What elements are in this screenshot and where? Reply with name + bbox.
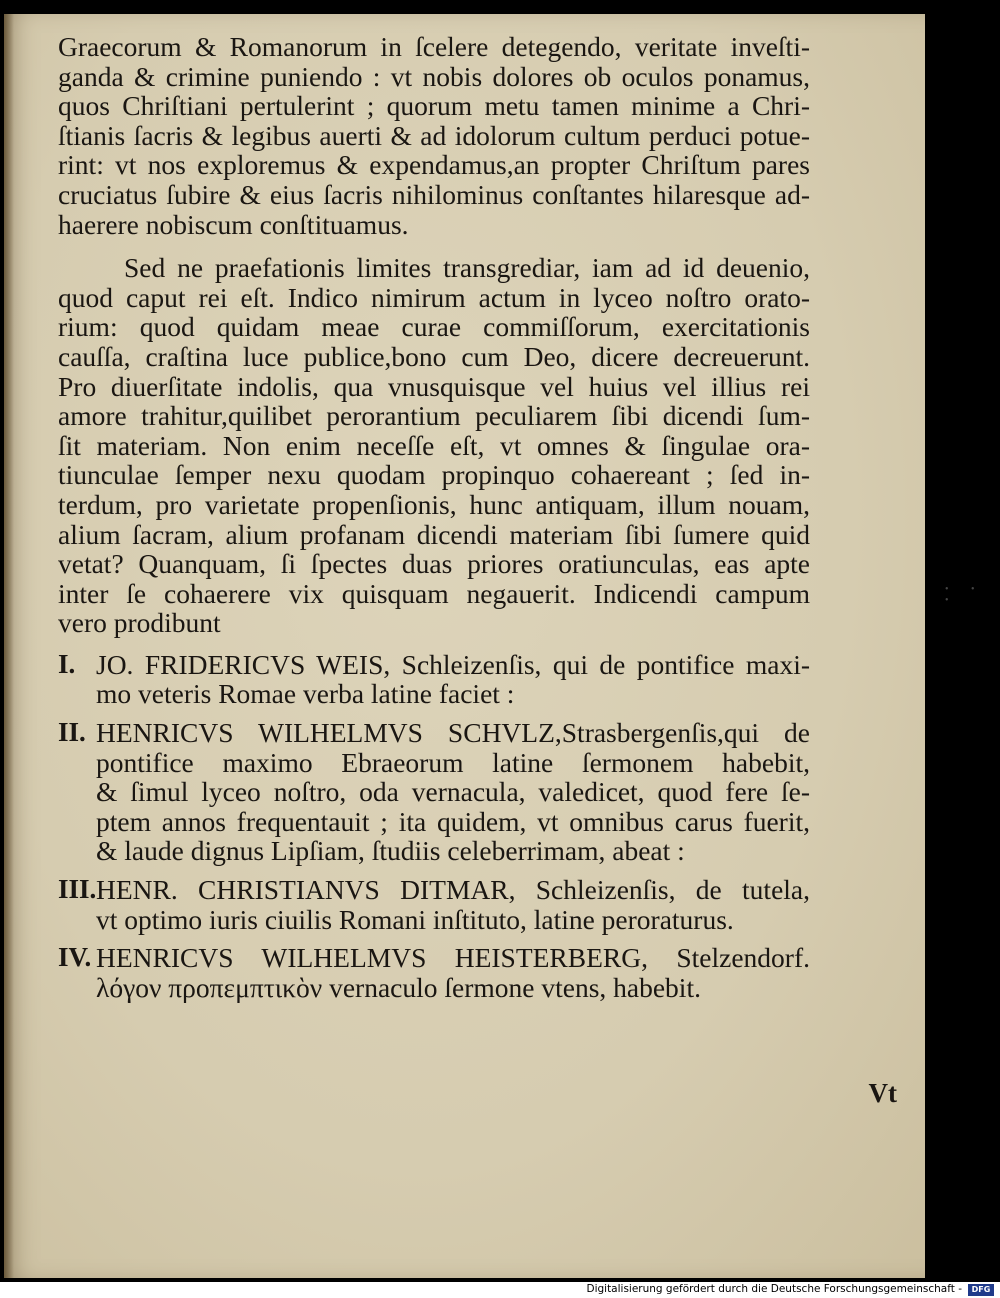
book-page [4,14,925,1278]
speaker-entry-1 [58,650,810,709]
speaker-entry-4 [58,943,810,1002]
speaker-text [96,650,810,709]
text-line: rint: vt nos exploremus & expendamus,an propter Chriſtum pares [58,149,810,181]
text-line: Pro diuerſitate indolis, qua vnusquisque vel huius vel illius rei [58,370,810,402]
speaker-entry-2 [58,718,810,866]
text-line: amore trahitur,quilibet perorantium peculiarem ſibi dicendi ſum- [58,400,810,432]
paragraph-2 [58,253,810,638]
text-line: rium: quod quidam meae curae commiſſorum, exercitationis [58,311,810,343]
text-line: vero prodibunt [58,607,221,639]
speaker-text [96,875,810,934]
digitization-footer [0,1282,1000,1298]
text-line: λόγον προπεμπτικὸν vernaculo ſermone vtens, habebit. [96,971,701,1003]
text-line: haerere nobiscum conſtituamus. [58,208,409,240]
text-line: vetat? Quanquam, ſi ſpectes duas priores oratiunculas, eas apte [58,548,810,580]
text-line: & ſimul lyceo noſtro, oda vernacula, valedicet, quod fere ſe- [96,776,810,808]
text-line: inter ſe cohaerere vix quisquam negauerit. Indicendi campum [58,577,810,609]
speaker-numeral: II. [58,717,86,748]
speaker-numeral: IV. [58,942,92,973]
text-line: ganda & crimine puniendo : vt nobis dolores ob oculos ponamus, [58,60,810,92]
text-line: HENR. CHRISTIANVS DITMAR, Schleizenſis, de tutela, [96,874,810,906]
text-line: ſtianis ſacris & legibus auerti & ad idolorum cultum perduci potue- [58,119,810,151]
text-line: HENRICVS WILHELMVS HEISTERBERG, Stelzendorf. [96,942,810,974]
text-line: pontifice maximo Ebraeorum latine ſermonem habebit, [96,746,810,778]
text-line: cauſſa, craſtina luce publice,bono cum Deo, dicere decreuerunt. [58,340,810,372]
speaker-numeral: I. [58,648,76,679]
text-line: ptem annos frequentauit ; ita quidem, vt omnibus carus fuerit, [96,805,810,837]
text-line: vt optimo iuris ciuilis Romani inſtituto, latine peroraturus. [96,903,734,935]
text-line: Graecorum & Romanorum in ſcelere detegendo, veritate inveſti- [58,31,810,62]
text-line: ſit materiam. Non enim neceſſe eſt, vt omnes & ſingulae ora- [58,429,810,461]
speaker-entry-3 [58,875,810,934]
text-line: quos Chriſtiani pertulerint ; quorum metu tamen minime a Chri- [58,90,810,122]
speaker-text [96,718,810,866]
text-line: quod caput rei eſt. Indico nimirum actum in lyceo noſtro orato- [58,281,810,313]
text-line: JO. FRIDERICVS WEIS, Schleizenſis, qui de pontifice maxi- [96,648,810,680]
text-line: mo veteris Romae verba latine faciet : [96,678,515,710]
text-line: Sed ne praefationis limites transgrediar, iam ad id deuenio, [124,252,810,284]
speaker-list [58,650,810,1003]
scan-edge-dots: • • • [945,584,985,606]
text-line: tiunculae ſemper nexu quodam propinquo cohaereant ; ſed in- [58,459,810,491]
text-line: & laude dignus Lipſiam, ſtudiis celeberrimam, abeat : [96,835,685,867]
catchword: Vt [868,1078,897,1108]
text-line: cruciatus ſubire & eius ſacris nihilominus conſtantes hilaresque ad- [58,178,810,210]
speaker-text [96,943,810,1002]
speaker-numeral: III. [58,874,97,905]
text-line: terdum, pro varietate propenſionis, hunc antiquam, illum nouam, [58,488,810,520]
paragraph-1 [58,32,810,239]
text-line: alium ſacram, alium profanam dicendi materiam ſibi ſumere quid [58,518,810,550]
page-gutter-shadow [4,14,14,1278]
text-line: HENRICVS WILHELMVS SCHVLZ,Strasbergenſis,qui de [96,717,810,749]
footer-credit: Digitalisierung gefördert durch die Deutsche Forschungsgemeinschaft - [586,1283,962,1295]
text-block [58,32,810,1011]
dfg-logo: DFG [968,1284,994,1296]
